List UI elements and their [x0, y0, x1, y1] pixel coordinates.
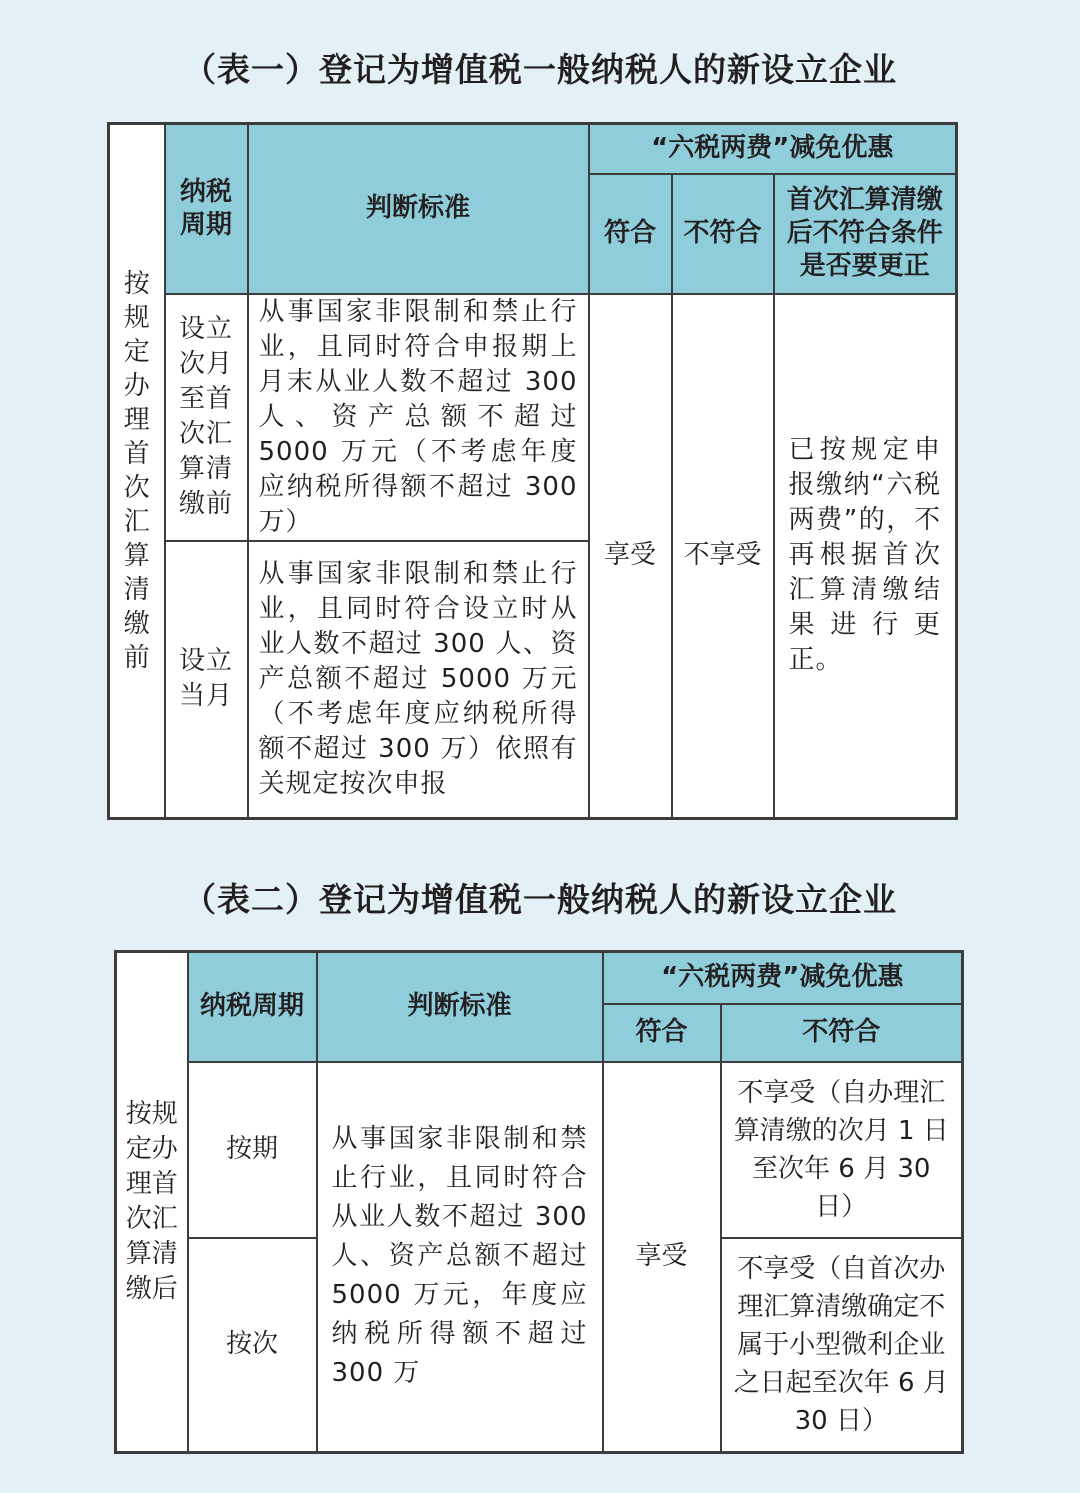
table2-header-not-meets: 不符合	[721, 1004, 963, 1062]
table1-correction-value: 已按规定申报缴纳“六税两费”的，不再根据首次汇算清缴结果进行更正。	[774, 294, 957, 819]
table1	[107, 122, 958, 820]
table2-meets-value: 享受	[603, 1062, 721, 1453]
table2-row2-not-meets: 不享受（自首次办理汇算清缴确定不属于小型微利企业之日起至次年 6 月 30 日）	[721, 1238, 963, 1453]
table2-criteria-value: 从事国家非限制和禁止行业，且同时符合从业人数不超过 300 人、资产总额不超过 5000 万元，年度应纳税所得额不超过 300 万	[317, 1062, 603, 1453]
table2-header-criteria: 判断标准	[317, 952, 603, 1062]
table1-row2-criteria: 从事国家非限制和禁止行业，且同时符合设立时从业人数不超过 300 人、资产总额不超过 5000 万元（不考虑年度应纳税所得额不超过 300 万）依照有关规定按次申报	[248, 541, 589, 819]
table2-row1-not-meets: 不享受（自办理汇算清缴的次月 1 日至次年 6 月 30 日）	[721, 1062, 963, 1238]
table2-header-relief: “六税两费”减免优惠	[603, 952, 963, 1004]
table2	[114, 950, 964, 1454]
table1-header-relief: “六税两费”减免优惠	[589, 124, 957, 174]
table1-row1-period: 设立次月至首次汇算清缴前	[165, 294, 248, 541]
table1-meets-value: 享受	[589, 294, 672, 819]
table1-side-label: 按规定办理首次汇算清缴前	[109, 124, 165, 819]
table1-header-meets: 符合	[589, 174, 672, 294]
table2-row2-period: 按次	[188, 1238, 317, 1453]
table1-not-meets-value: 不享受	[672, 294, 774, 819]
table2-header-meets: 符合	[603, 1004, 721, 1062]
table2-side-label: 按规定办理首次汇算清缴后	[116, 952, 188, 1453]
table1-row2-period: 设立当月	[165, 541, 248, 819]
table1-title: （表一）登记为增值税一般纳税人的新设立企业	[183, 50, 897, 89]
table2-header-period: 纳税周期	[188, 952, 317, 1062]
table1-row1-criteria: 从事国家非限制和禁止行业，且同时符合申报期上月末从业人数不超过 300 人、资产总额不超过 5000 万元（不考虑年度应纳税所得额不超过 300 万）	[248, 294, 589, 541]
table2-title: （表二）登记为增值税一般纳税人的新设立企业	[183, 880, 897, 919]
table2-row1-period: 按期	[188, 1062, 317, 1238]
table1-header-criteria: 判断标准	[248, 124, 589, 294]
table1-header-correction: 首次汇算清缴后不符合条件是否要更正	[774, 174, 957, 294]
table1-header-not-meets: 不符合	[672, 174, 774, 294]
table1-header-period: 纳税周期	[165, 124, 248, 294]
